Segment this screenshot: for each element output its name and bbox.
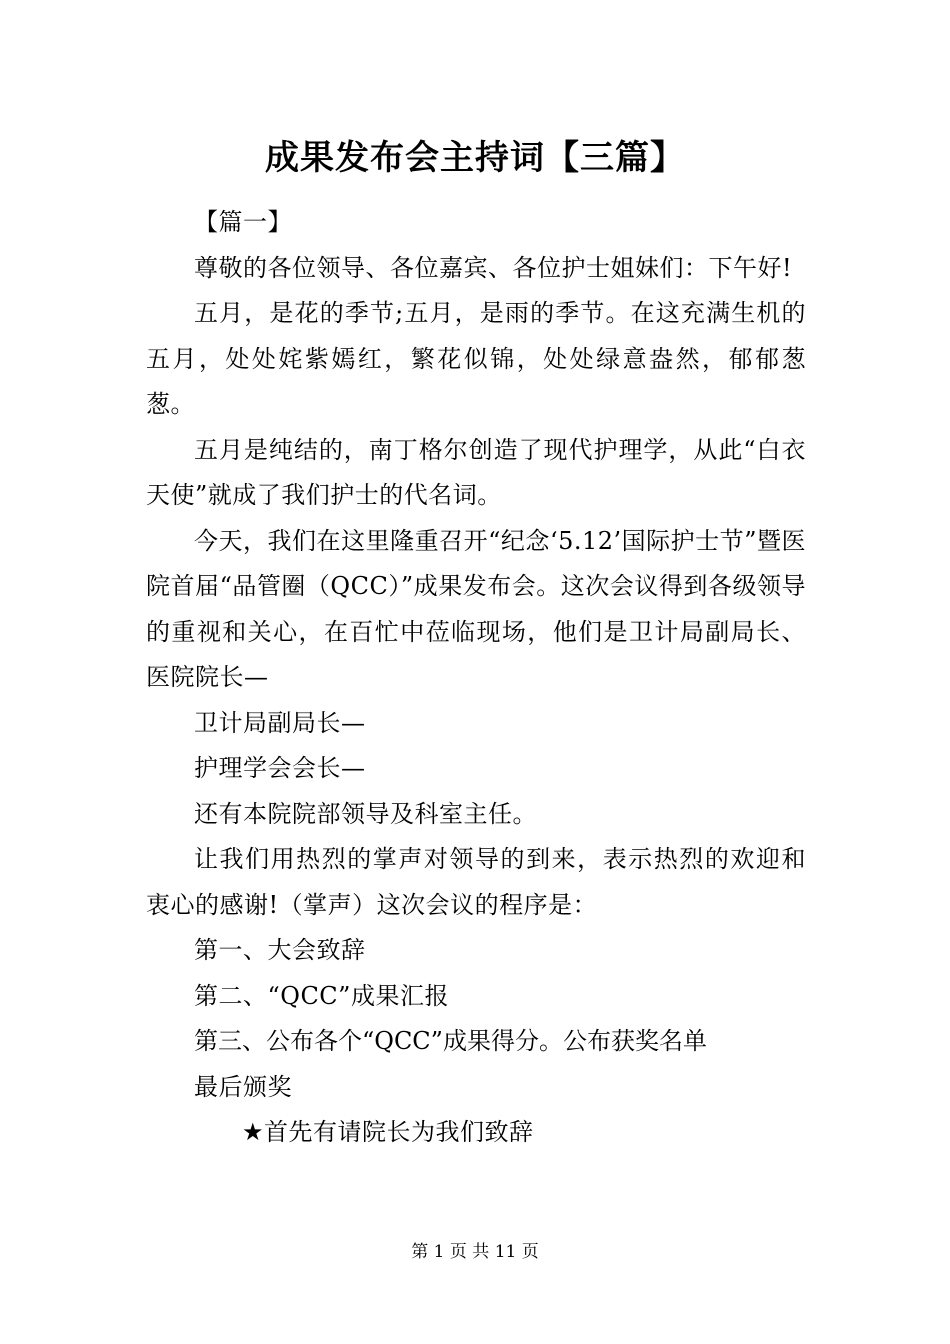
page-footer: 第 1 页 共 11 页 xyxy=(411,1242,539,1262)
paragraph-nightingale: 五月是纯结的，南丁格尔创造了现代护理学，从此“白衣天使”就成了我们护士的代名词。 xyxy=(146,435,806,509)
paragraph-welcome: 让我们用热烈的掌声对领导的到来，表示热烈的欢迎和衷心的感谢!（掌声）这次会议的程序是： xyxy=(146,845,806,919)
star-line-text: 首先有请院长为我们致辞 xyxy=(264,1118,534,1146)
paragraph-star-line xyxy=(146,1110,806,1156)
section-heading: 【篇一】 xyxy=(194,208,292,236)
paragraph-guest-leaders: 还有本院院部领导及科室主任。 xyxy=(194,799,537,828)
agenda-item-2: 第二、“QCC”成果汇报 xyxy=(194,981,449,1010)
star-icon: ★ xyxy=(242,1118,265,1146)
agenda-item-1: 第一、大会致辞 xyxy=(194,936,366,964)
paragraph-meeting-intro: 今天，我们在这里隆重召开“纪念‘5.12’国际护士节”暨医院首届“品管圈（QCC）”成果发布会。这次会议得到各级领导的重视和关心，在百忙中莅临现场，他们是卫计局副局长、医院院长— xyxy=(146,526,806,691)
paragraph-may-season: 五月，是花的季节;五月，是雨的季节。在这充满生机的五月，处处姹紫嫣红，繁花似锦，处处绿意盎然，郁郁葱葱。 xyxy=(146,299,806,418)
agenda-item-final: 最后颁奖 xyxy=(194,1072,292,1101)
agenda-item-3: 第三、公布各个“QCC”成果得分。公布获奖名单 xyxy=(194,1027,707,1055)
document-body xyxy=(146,200,806,1156)
paragraph-guest-deputy: 卫计局副局长— xyxy=(194,708,366,737)
document-title: 成果发布会主持词【三篇】 xyxy=(265,138,685,178)
paragraph-guest-society: 护理学会会长— xyxy=(194,754,366,782)
paragraph-greeting: 尊敬的各位领导、各位嘉宾、各位护士姐妹们：下午好! xyxy=(194,253,793,282)
